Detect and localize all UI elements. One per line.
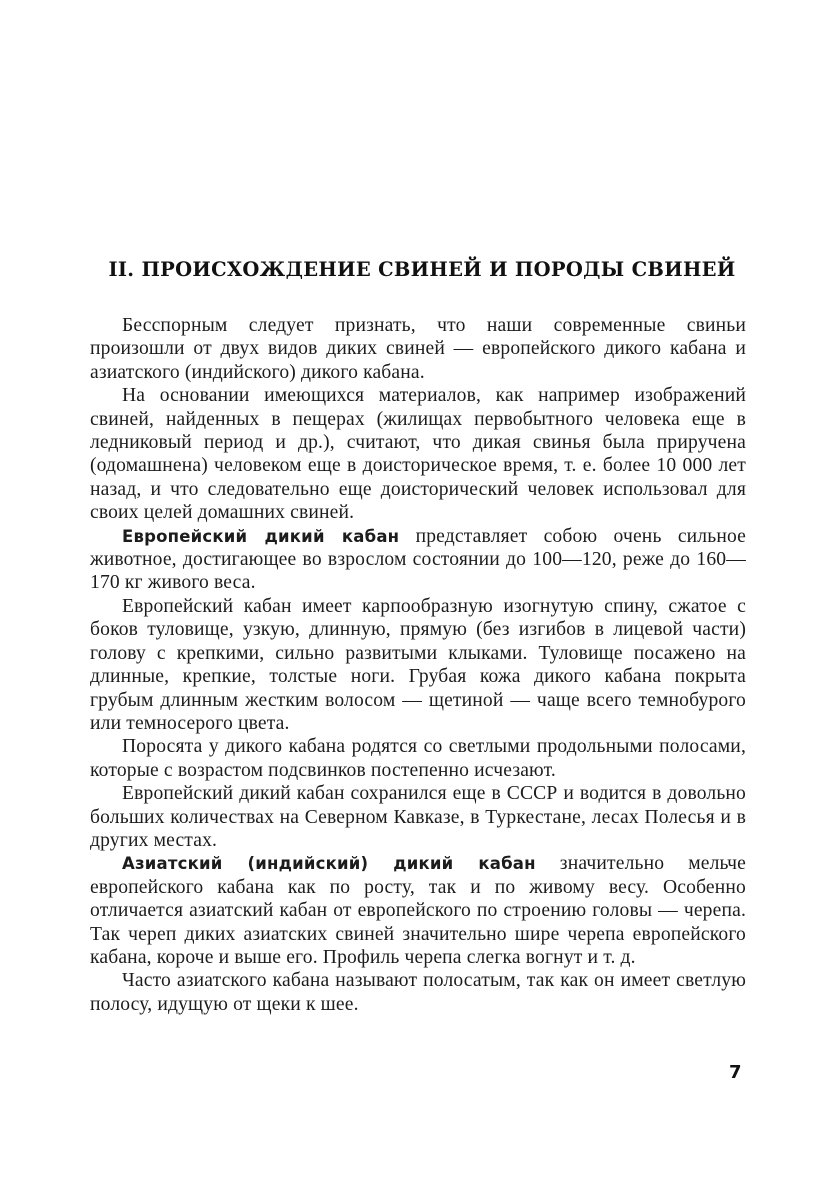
- paragraph: [90, 852, 746, 969]
- paragraph-text: представляет собою очень сильное животное, достигающее во взрослом состоянии до 100—120, реже до 160—170 кг живого веса.: [90, 525, 746, 594]
- section-heading: II. ПРОИСХОЖДЕНИЕ СВИНЕЙ И ПОРОДЫ СВИНЕЙ: [108, 258, 736, 281]
- paragraph-text: На основании имеющихся материалов, как например изображений свиней, найденных в пещерах (жилищах первобытного человека еще в ледниковый период и др.), считают, что дикая свинья была приручена (одомашнена) человеком еще в доисторическое время, т. е. более 10 000 лет назад, и что следовательно еще доисторический человек использовал для своих целей домашних свиней.: [90, 385, 746, 524]
- paragraph-text: Европейский кабан имеет карпообразную изогнутую спину, сжатое с боков туловище, узкую, длинную, прямую (без изгибов в лицевой части) голову с крепкими, сильно развитыми клыками. Туловище посажено на длинные, крепкие, толстые ноги. Грубая кожа дикого кабана покрыта грубым длинным жестким волосом — щетиной — чаще всего темнобурого или темносерого цвета.: [90, 595, 746, 734]
- paragraph: [90, 782, 746, 852]
- paragraph-text: Европейский дикий кабан сохранился еще в СССР и водится в довольно больших количествах на Северном Кавказе, в Туркестане, лесах Полесья и в других местах.: [90, 783, 746, 851]
- paragraph-text: Бесспорным следует признать, что наши современные свиньи произошли от двух видов диких свиней — европейского дикого кабана и азиатского (индийского) дикого кабана.: [90, 315, 746, 383]
- page-number: 7: [729, 1062, 742, 1083]
- body-text: [90, 314, 746, 1016]
- paragraph: [90, 735, 746, 782]
- paragraph-text: Поросята у дикого кабана родятся со светлыми продольными полосами, которые с возрастом подсвинков постепенно исчезают.: [90, 736, 746, 781]
- term-asian-boar: Азиатский (индийский) дикий кабан: [122, 854, 536, 874]
- paragraph: [90, 595, 746, 735]
- paragraph: [90, 384, 746, 524]
- paragraph: [90, 525, 746, 595]
- paragraph: [90, 969, 746, 1016]
- paragraph-text: значительно мельче европейского кабана как по росту, так и по живому весу. Особенно отличается азиатский кабан от европейского по строению головы — черепа. Так череп диких азиатских свиней значительно шире черепа европейского кабана, короче и выше его. Профиль черепа слегка вогнут и т. д.: [90, 853, 746, 968]
- term-european-boar: Европейский дикий кабан: [122, 526, 400, 546]
- paragraph: [90, 314, 746, 384]
- paragraph-text: Часто азиатского кабана называют полосатым, так как он имеет светлую полосу, идущую от щеки к шее.: [90, 970, 746, 1015]
